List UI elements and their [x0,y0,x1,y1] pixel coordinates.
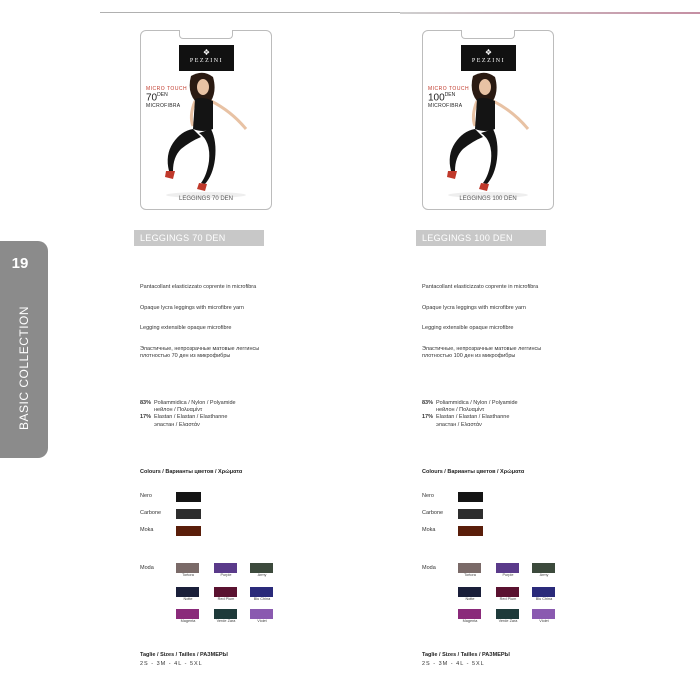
den-unit: DEN [444,92,456,98]
colour-swatch-moka [458,526,483,536]
composition-text-1: Poliammidica / Nylon / Polyamide [436,400,518,406]
moda-swatch-purple [214,563,237,573]
moda-swatch-name: Verde Zara [216,619,236,623]
composition-line-2b: эластан / Ελαστάν [436,422,482,428]
moda-swatch-tortora [458,563,481,573]
moda-swatch-purple [496,563,519,573]
sizes-heading: Taglie / Sizes / Tailles / РАЗМЕРЫ [140,652,228,658]
moda-swatch-army [532,563,555,573]
microfibra-label: MICROFIBRA [428,103,463,109]
moda-swatch-verde-zara [214,609,237,619]
sizes-heading: Taglie / Sizes / Tailles / РАЗМЕРЫ [422,652,510,658]
colour-label-moka: Moka [422,527,436,533]
composition-text-1: Poliammidica / Nylon / Polyamide [154,400,236,406]
moda-swatch-name: Notte [183,597,193,601]
moda-label: Moda [140,565,154,571]
description-russian-1: Эластичные, непрозрачные матовые леггинсы [422,346,542,352]
model-photo [151,71,266,211]
product-title-banner [134,230,264,246]
microfibra-label: MICROFIBRA [146,103,181,109]
model-photo [433,71,548,211]
moda-swatch-name: Red Plum [217,597,235,601]
moda-swatch-violet [250,609,273,619]
moda-swatch-tortora [176,563,199,573]
colour-label-nero: Nero [140,493,152,499]
description-french: Legging extensible opaque microfibre [422,325,514,331]
logo-mark-icon: ❖ [202,48,211,57]
composition-text-2: Elastan / Elastan / Elasthanne [154,414,228,420]
moda-swatch-name: Tortora [182,573,194,577]
moda-label: Moda [422,565,436,571]
section-label: BASIC COLLECTION [17,305,31,430]
moda-swatch-name: Violet [257,619,267,623]
composition-line-2b: эластан / Ελαστάν [154,422,200,428]
composition-line-1b: нейлон / Πολυαμίντ [154,407,203,413]
moda-swatch-red-plum [496,587,519,597]
colours-heading: Colours / Варианты цветов / Χρώματα [140,469,243,475]
product-title-banner [416,230,546,246]
brand-name: PEZZINI [471,58,506,64]
colour-swatch-carbone [176,509,201,519]
package-hang-notch [461,30,515,39]
description-italian: Pantacollant elasticizzato coprente in microfibra [140,284,257,290]
composition-text-2: Elastan / Elastan / Elasthanne [436,414,510,420]
description-russian-1: Эластичные, непрозрачные матовые леггинсы [140,346,260,352]
colour-swatch-nero [458,492,483,502]
den-number: 100 [428,92,445,104]
moda-swatch-name: Tortora [464,573,476,577]
product-column-70 [140,0,410,700]
colour-label-moka: Moka [140,527,154,533]
moda-swatch-name: Purple [502,573,514,577]
composition-percent-1: 83% [422,400,434,406]
moda-swatch-army [250,563,273,573]
product-title: LEGGINGS 100 DEN [422,233,513,243]
colour-label-nero: Nero [422,493,434,499]
moda-swatch-name: Magenta [462,619,478,623]
moda-swatch-name: Notte [465,597,475,601]
micro-touch-label: MICRO TOUCH [428,86,470,92]
den-number: 70 [146,92,158,104]
description-english: Opaque lycra leggings with microfibre yarn [422,305,526,311]
description-russian-2: плотностью 70 ден из микрофибры [140,353,231,359]
product-column-100 [422,0,692,700]
moda-swatch-name: Army [539,573,549,577]
package-label: LEGGINGS 70 DEN [178,196,234,202]
moda-swatch-name: Blu China [535,597,553,601]
description-italian: Pantacollant elasticizzato coprente in microfibra [422,284,539,290]
moda-swatch-name: Magenta [180,619,196,623]
colour-label-carbone: Carbone [422,510,444,516]
sizes-list: 2S - 3M - 4L - 5XL [140,661,203,667]
moda-swatch-verde-zara [496,609,519,619]
moda-swatch-magenta [458,609,481,619]
moda-swatch-name: Red Plum [499,597,517,601]
moda-swatch-name: Violet [539,619,549,623]
composition-line-1 [140,400,236,406]
moda-swatch-violet [532,609,555,619]
sizes-list: 2S - 3M - 4L - 5XL [422,661,485,667]
moda-swatch-name: Army [257,573,267,577]
colour-label-carbone: Carbone [140,510,162,516]
product-package [140,30,272,210]
moda-swatch-blu-china [250,587,273,597]
composition-line-2 [140,414,227,420]
product-package [422,30,554,210]
composition-percent-1: 83% [140,400,152,406]
description-russian-2: плотностью 100 ден из микрофибры [422,353,516,359]
colours-heading: Colours / Варианты цветов / Χρώματα [422,469,525,475]
moda-swatch-name: Blu China [253,597,271,601]
composition-line-2 [422,414,509,420]
description-french: Legging extensible opaque microfibre [140,325,232,331]
composition-line-1 [422,400,518,406]
description-english: Opaque lycra leggings with microfibre yarn [140,305,244,311]
package-hang-notch [179,30,233,39]
page-number: 19 [11,255,29,272]
moda-swatch-name: Verde Zara [498,619,518,623]
moda-swatch-notte [176,587,199,597]
brand-logo [461,45,516,71]
moda-swatch-red-plum [214,587,237,597]
brand-name: PEZZINI [189,58,224,64]
micro-touch-label: MICRO TOUCH [146,86,188,92]
composition-percent-2: 17% [140,414,152,420]
moda-swatch-magenta [176,609,199,619]
product-title: LEGGINGS 70 DEN [140,233,226,243]
moda-swatch-blu-china [532,587,555,597]
den-unit: DEN [157,92,168,98]
colour-swatch-nero [176,492,201,502]
logo-mark-icon: ❖ [484,48,493,57]
colour-swatch-carbone [458,509,483,519]
composition-line-1b: нейлон / Πολυαμίντ [436,407,485,413]
package-label: LEGGINGS 100 DEN [459,196,517,202]
moda-swatch-name: Purple [220,573,232,577]
colour-swatch-moka [176,526,201,536]
composition-percent-2: 17% [422,414,434,420]
moda-swatch-notte [458,587,481,597]
brand-logo [179,45,234,71]
